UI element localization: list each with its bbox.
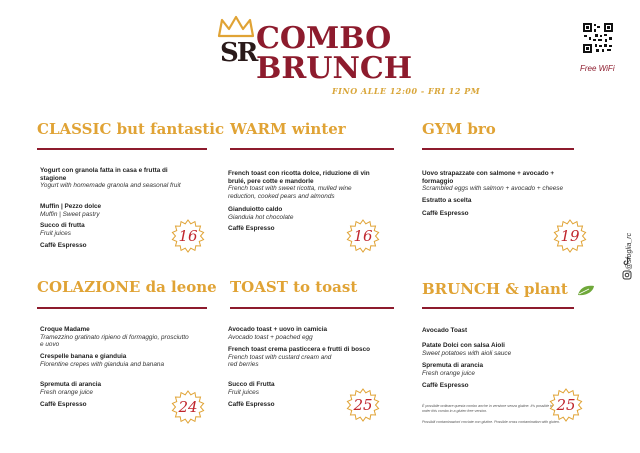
section-title-toast: TOAST to toast [230,278,358,296]
menu-item: Caffè Espresso [422,210,469,217]
menu-item: Caffè Espresso [228,401,275,408]
price-badge [346,219,380,253]
menu-item: Caffè Espresso [40,401,87,408]
contamination-note: Possibili contaminazioni crociate con glutine. Possible cross contamination with gluten. [422,420,560,424]
menu-item: Spremuta di arancia Fresh orange juice [422,362,484,377]
section-divider [230,148,394,150]
price-badge [171,219,205,253]
menu-item: Muffin | Pezzo dolce Muffin | Sweet pastry [40,203,102,218]
menu-item: Caffè Espresso [422,382,469,389]
free-wifi-label: Free WiFi [580,64,615,73]
section-title-brunch-plant [422,280,595,298]
menu-item: French toast con ricotta dolce, riduzione di vin brulé, pere cotte e mandorle French toast with sweet ricotta, mulled wine reduction, cooked pears and almonds [228,170,370,200]
menu-item: Caffè Espresso [228,225,275,232]
menu-item: Croque Madame Tramezzino gratinato ripieno di formaggio, prosciutto e uovo [40,326,189,349]
menu-item: French toast crema pasticcera e frutti di bosco French toast with custard cream and red berries [228,346,371,369]
qr-code-icon[interactable] [582,22,614,54]
menu-item: Gianduiotto caldo Gianduia hot chocolate [228,206,294,221]
section-divider [422,307,574,309]
menu-item: Avocado toast + uovo in camicia Avocado toast + poached egg [228,326,328,341]
price-badge [171,390,205,424]
menu-item: Succo di frutta Fruit juices [40,222,85,237]
menu-item: Avocado Toast [422,327,468,334]
menu-item: Caffè Espresso [40,242,87,249]
leaf-icon [577,285,595,296]
gluten-free-note: È possibile ordinare questa combo anche in versione senza glutine. It's possible to order this combo in a gluten free version. [422,404,554,413]
price-value: 16 [178,227,198,245]
crown-icon [216,14,256,40]
section-title-gym: GYM bro [422,120,496,138]
brand-title-combo: COMBO [256,21,392,56]
opening-hours: FINO ALLE 12:00 - FRI 12 PM [332,86,481,96]
price-value: 25 [353,396,373,414]
menu-item: Crespelle banana e gianduia Florentine crepes with gianduia and banana [40,353,164,368]
brand-logo [216,14,416,84]
menu-item: Patate Dolci con salsa Aioli Sweet potatoes with aioli sauce [422,342,512,357]
menu-item: Yogurt con granola fatta in casa e frutta di stagione Yogurt with homemade granola and seasonal fruit [40,167,181,190]
price-badge [346,388,380,422]
section-divider [37,307,207,309]
menu-item: Uovo strapazzate con salmone + avocado + formaggio Scrambled eggs with salmon + avocado + cheese [422,170,564,193]
price-value: 19 [560,227,580,245]
social-handle[interactable]: @sfoglia_rc [626,232,633,270]
menu-item: Spremuta di arancia Fresh orange juice [40,381,102,396]
instagram-icon[interactable] [622,270,632,280]
section-divider [230,307,394,309]
tiktok-icon[interactable] [622,256,632,266]
brand-monogram: SR [220,38,257,68]
section-title-warm: WARM winter [230,120,346,138]
section-title-text: BRUNCH & plant [422,280,568,298]
menu-item: Estratto a scelta [422,197,472,204]
price-badge [553,219,587,253]
price-value: 24 [178,398,198,416]
menu-item: Succo di Frutta Fruit juices [228,381,275,396]
brand-title-brunch: BRUNCH [256,51,413,86]
price-value: 25 [556,396,576,414]
price-value: 16 [353,227,373,245]
price-badge [549,388,583,422]
section-divider [422,148,574,150]
section-title-classic: CLASSIC but fantastic [37,120,225,138]
section-title-colazione: COLAZIONE da leone [37,278,217,296]
section-divider [37,148,207,150]
